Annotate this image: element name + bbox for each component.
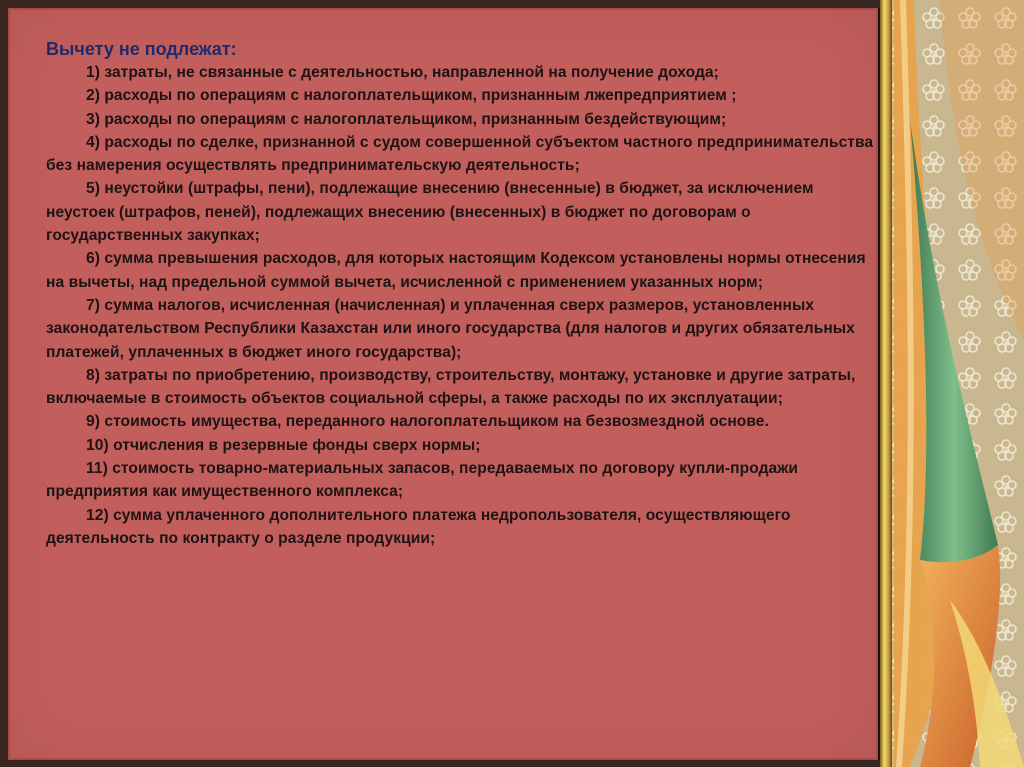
list-item: 9) стоимость имущества, переданного налогоплательщиком на безвозмездной основе. — [86, 413, 769, 431]
list-item: 2) расходы по операциям с налогоплательщиком, признанным лжепредприятием ; — [86, 87, 737, 105]
text-panel — [8, 8, 881, 760]
list-item: 4) расходы по сделке, признанной с судом совершенной субъектом частного предпринимательства без намерения осуществлять предпринимательскую деятельность; — [46, 133, 874, 175]
decorative-ribbons-image — [880, 0, 1024, 767]
list-item: 6) сумма превышения расходов, для которых настоящим Кодексом установлены нормы отнесения на вычеты, над предельной суммой вычета, исчисленной с применением указанных норм; — [46, 250, 866, 291]
list-item: 3) расходы по операциям с налогоплательщиком, признанным бездействующим; — [86, 110, 727, 128]
list-item: 8) затраты по приобретению, производству, строительству, монтажу, установке и другие затраты, включаемые в стоимость объектов социальной сферы, а также расходы по их эксплуатации; — [46, 366, 856, 408]
slide-heading: Вычету не подлежат: — [46, 39, 237, 59]
list-item: 11) стоимость товарно-материальных запасов, передаваемых по договору купли-продажи предприятия как имущественного комплекса; — [46, 460, 798, 501]
list-item: 1) затраты, не связанные с деятельностью, направленной на получение дохода; — [86, 64, 719, 81]
content-block — [46, 38, 876, 550]
list-item: 7) сумма налогов, исчисленная (начисленная) и уплаченная сверх размеров, установленных законодательством Республики Казахстан или иного государства (для налогов и других обязательных платежей, уплаченных в бюджет иного государства); — [46, 296, 855, 361]
decorative-sidebar — [880, 0, 1024, 767]
list-item: 10) отчисления в резервные фонды сверх нормы; — [86, 436, 481, 454]
list-item: 12) сумма уплаченного дополнительного платежа недропользователя, осуществляющего деятельность по контракту о разделе продукции; — [46, 506, 791, 547]
list-item: 5) неустойки (штрафы, пени), подлежащие внесению (внесенные) в бюджет, за исключением неустоек (штрафов, пеней), подлежащих внесению (внесенных) в бюджет по договорам о государственных закупках; — [46, 180, 814, 245]
